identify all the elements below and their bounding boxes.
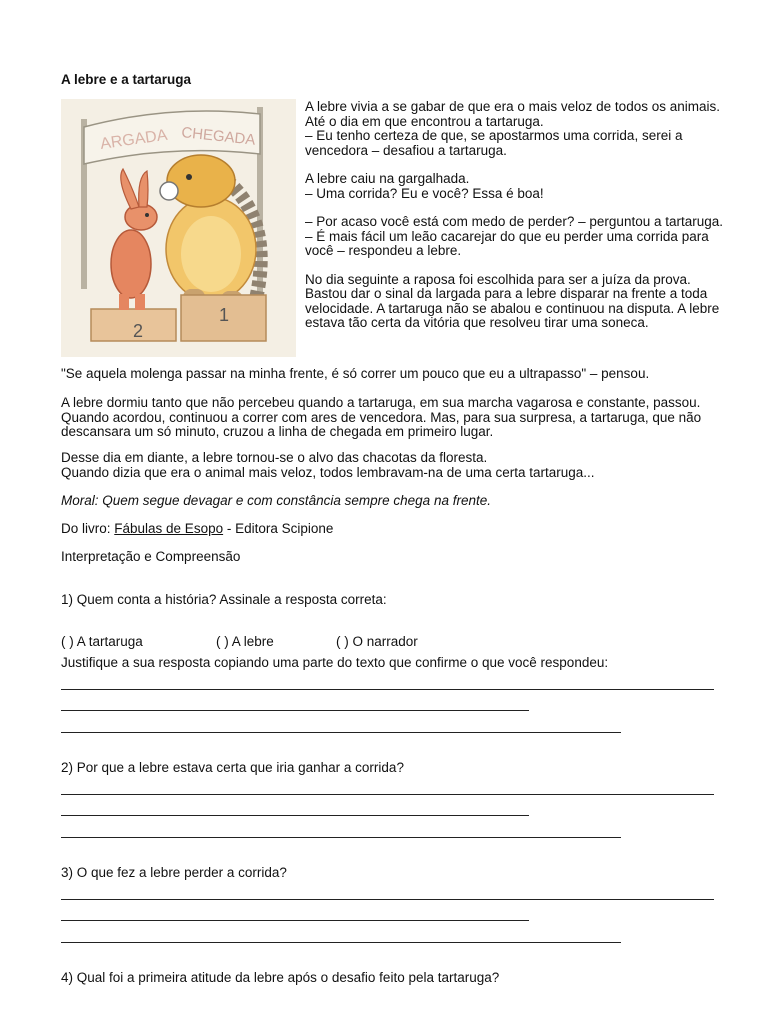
question-1-justify: Justifique a sua resposta copiando uma parte do texto que confirme o que você respondeu:: [61, 655, 609, 670]
story-paragraph: A lebre caiu na gargalhada. – Uma corrida? Eu e você? Essa é boa!: [305, 171, 544, 201]
story-paragraph: A lebre dormiu tanto que não percebeu quando a tartaruga, em sua marcha vagarosa e constante, passou. Quando acordou, continuou a correr com ares de vencedora. Mas, para sua surpresa, a tartaruga, que não descansara um só minuto, cruzou a linha de chegada em primeiro lugar.: [61, 395, 702, 439]
option-lebre[interactable]: ( ) A lebre: [216, 634, 274, 649]
answer-line[interactable]: [61, 815, 529, 816]
story-source: Do livro: Fábulas de Esopo - Editora Scipione: [61, 521, 334, 536]
story-paragraph: Desse dia em diante, a lebre tornou-se o alvo das chacotas da floresta. Quando dizia que era o animal mais veloz, todos lembravam-na de uma certa tartaruga...: [61, 450, 595, 480]
answer-line[interactable]: [61, 732, 621, 733]
option-narrador[interactable]: ( ) O narrador: [336, 634, 418, 649]
banner-left-text: ARGADA: [99, 126, 169, 153]
answer-line[interactable]: [61, 942, 621, 943]
story-right-column: [305, 100, 725, 345]
answer-line[interactable]: [61, 899, 714, 900]
book-title: Fábulas de Esopo: [114, 521, 224, 536]
question-4: 4) Qual foi a primeira atitude da lebre após o desafio feito pela tartaruga?: [61, 970, 500, 985]
question-1-options: [61, 635, 731, 650]
banner-right-text: CHEGADA: [180, 124, 257, 149]
story-paragraph: – Por acaso você está com medo de perder? – perguntou a tartaruga. – É mais fácil um leão cacarejar do que eu perder uma corrida para você – respondeu a lebre.: [305, 214, 724, 258]
story-moral: Moral: Quem segue devagar e com constância sempre chega na frente.: [61, 493, 491, 508]
answer-line[interactable]: [61, 794, 714, 795]
story-title: A lebre e a tartaruga: [61, 72, 192, 87]
podium-2-label: 2: [133, 321, 144, 341]
hare-tortoise-illustration: [61, 99, 296, 357]
question-3: 3) O que fez a lebre perder a corrida?: [61, 865, 287, 880]
option-tartaruga[interactable]: ( ) A tartaruga: [61, 634, 143, 649]
question-2: 2) Por que a lebre estava certa que iria ganhar a corrida?: [61, 760, 404, 775]
section-heading: Interpretação e Compreensão: [61, 549, 241, 564]
answer-line[interactable]: [61, 689, 714, 690]
story-paragraph: "Se aquela molenga passar na minha frente, é só correr um pouco que eu a ultrapasso" – pensou.: [61, 366, 650, 381]
story-paragraph: A lebre vivia a se gabar de que era o mais veloz de todos os animais. Até o dia em que encontrou a tartaruga. – Eu tenho certeza de que, se apostarmos uma corrida, serei a vencedora – desafiou a tartaruga.: [305, 99, 720, 158]
story-illustration: [61, 99, 296, 357]
answer-line[interactable]: [61, 920, 529, 921]
answer-line[interactable]: [61, 837, 621, 838]
answer-line[interactable]: [61, 710, 529, 711]
question-1: 1) Quem conta a história? Assinale a resposta correta:: [61, 592, 387, 607]
story-paragraph: No dia seguinte a raposa foi escolhida para ser a juíza da prova. Bastou dar o sinal da largada para a lebre disparar na frente a toda velocidade. A tartaruga não se abalou e continuou na disputa. A lebre estava tão certa da vitória que resolveu tirar uma soneca.: [305, 271, 720, 330]
podium-1-label: 1: [219, 305, 230, 325]
